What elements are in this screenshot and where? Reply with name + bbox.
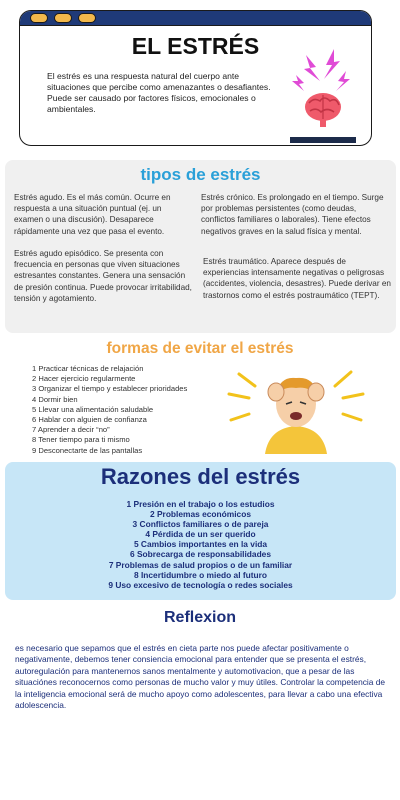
tipo-cronico: Estrés crónico. Es prolongado en el tiempo. Surge por problemas persistentes (como deudas, conflictos familiares o laborales). Tiene efectos negativos graves en la salud física y mental.: [201, 193, 384, 236]
image-credit-bar: [290, 137, 356, 143]
list-item: 4 Dormir bien: [32, 394, 78, 404]
window-dot-2: [54, 13, 72, 23]
list-item: 9 Uso excesivo de tecnología o redes sociales: [108, 579, 293, 590]
list-item: 7 Aprender a decir “no”: [32, 425, 110, 435]
formas-list: [32, 364, 187, 456]
stressed-person-illustration: [221, 364, 371, 454]
list-item: 2 Problemas económicos: [149, 509, 251, 520]
list-item: 2 Hacer ejercicio regularmente: [32, 374, 136, 384]
tipo-traumatico: Estrés traumático. Aparece después de experiencias intensamente negativas o peligrosas (accidentes, violencia, desastres). Puede derivar en trastornos como el estrés postraumático (TEPT).: [203, 257, 391, 300]
list-item: 3 Organizar el tiempo y establecer prioridades: [32, 384, 188, 394]
list-item: 8 Tener tiempo para ti mismo: [32, 435, 130, 445]
reflexion-text: es necesario que sepamos que el estrés en cieta parte nos puede afectar positivamente o negativamente, debemos tener consiencia emocional para entender que se presenta el estrés, autoregulación para mantenernos sanos mentalmente y automotivacion, que a pesar de las situaciónes reconocernos como personas de mucho valor y muy útiles. Controlar la competencia de la inteligencia emocional será de mucho apoyo como adolescentes, para llevar a cabo una efectiva adolescencia.: [15, 643, 386, 711]
formas-title: formas de evitar el estrés: [106, 340, 294, 357]
tipos-title: tipos de estrés: [140, 165, 261, 184]
reflexion-title: Reflexion: [163, 609, 236, 626]
window-title-bar: [20, 11, 371, 26]
list-item: 7 Problemas de salud propios o de un familiar: [108, 559, 293, 570]
tipo-agudo-episodico: Estrés agudo episódico. Se presenta con frecuencia en personas que viven situaciones estresantes constantes. Genera una sensación de presión continua. Puede provocar irritabilidad, tensión y agotamiento.: [14, 249, 192, 303]
intro-text: El estrés es una respuesta natural del cuerpo ante situaciones que percibe como amenazantes o desafiantes. Puede ser causado por factores físicos, emocionales o ambientales.: [47, 71, 271, 114]
list-item: 9 Desconectarte de las pantallas: [32, 445, 143, 455]
tipo-agudo: Estrés agudo. Es el más común. Ocurre en respuesta a una situación puntual (ej. un examen o una discusión). Desaparece rápidamente una vez que pasa el evento.: [14, 193, 171, 236]
page-title: EL ESTRÉS: [131, 33, 260, 59]
intro-card: [19, 10, 372, 146]
list-item: 6 Sobrecarga de responsabilidades: [129, 549, 272, 560]
window-dot-1: [30, 13, 48, 23]
razones-section: [5, 462, 396, 600]
razones-title: Razones del estrés: [100, 464, 301, 489]
list-item: 6 Hablar con alguien de confianza: [32, 415, 147, 425]
stressed-brain-icon: [290, 41, 356, 145]
razones-list: [5, 499, 396, 590]
list-item: 3 Conflictos familiares o de pareja: [132, 519, 269, 530]
window-dot-3: [78, 13, 96, 23]
list-item: 5 Cambios importantes en la vida: [133, 539, 268, 550]
list-item: 5 Llevar una alimentación saludable: [32, 404, 154, 414]
list-item: 1 Presión en el trabajo o los estudios: [126, 499, 275, 509]
list-item: 4 Pérdida de un ser querido: [145, 529, 256, 540]
list-item: 8 Incertidumbre o miedo al futuro: [133, 569, 268, 580]
list-item: 1 Practicar técnicas de relajación: [32, 364, 144, 373]
tipos-section: [5, 160, 396, 333]
